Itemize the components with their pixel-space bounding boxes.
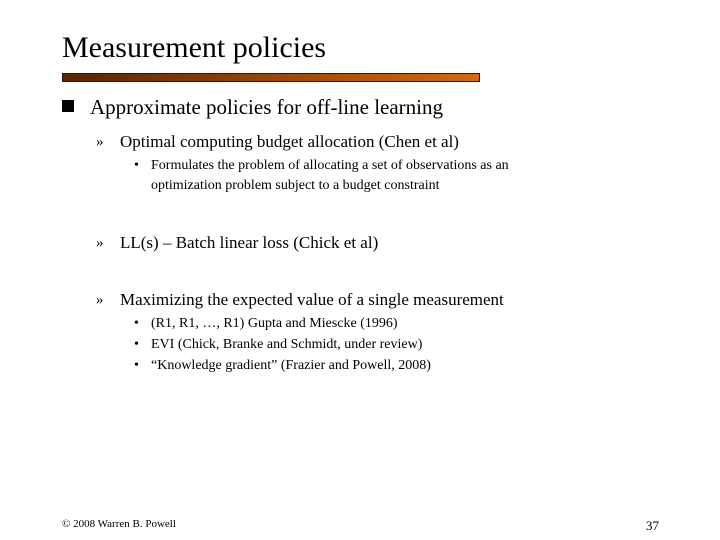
level2-item-max-expected-value: Maximizing the expected value of a single measurement [120, 290, 504, 309]
copyright-footer: © 2008 Warren B. Powell [62, 518, 176, 530]
square-bullet-icon [62, 100, 74, 112]
sub-item-gupta: (R1, R1, …, R1) Gupta and Miescke (1996) [151, 316, 398, 331]
slide-title: Measurement policies [62, 31, 327, 64]
level2-item-llbatch: LL(s) – Batch linear loss (Chick et al) [120, 233, 379, 252]
ocba-sub-line-2: optimization problem subject to a budget constraint [151, 178, 440, 193]
dot-bullet-icon: • [134, 358, 139, 373]
chevron-bullet-icon: » [96, 134, 104, 150]
level1-bullet-text: Approximate policies for off-line learning [90, 95, 444, 119]
chevron-bullet-icon: » [96, 235, 104, 251]
dot-bullet-icon: • [134, 316, 139, 331]
chevron-bullet-icon: » [96, 292, 104, 308]
ocba-sub-line-1: Formulates the problem of allocating a set of observations as an [151, 158, 509, 173]
title-underline-bar [62, 73, 480, 82]
dot-bullet-icon: • [134, 337, 139, 352]
level2-item-ocba: Optimal computing budget allocation (Chen et al) [120, 132, 459, 151]
dot-bullet-icon: • [134, 158, 139, 173]
page-number: 37 [646, 518, 659, 533]
sub-item-knowledge-gradient: “Knowledge gradient” (Frazier and Powell, 2008) [151, 358, 431, 373]
sub-item-evi: EVI (Chick, Branke and Schmidt, under review) [151, 337, 423, 352]
